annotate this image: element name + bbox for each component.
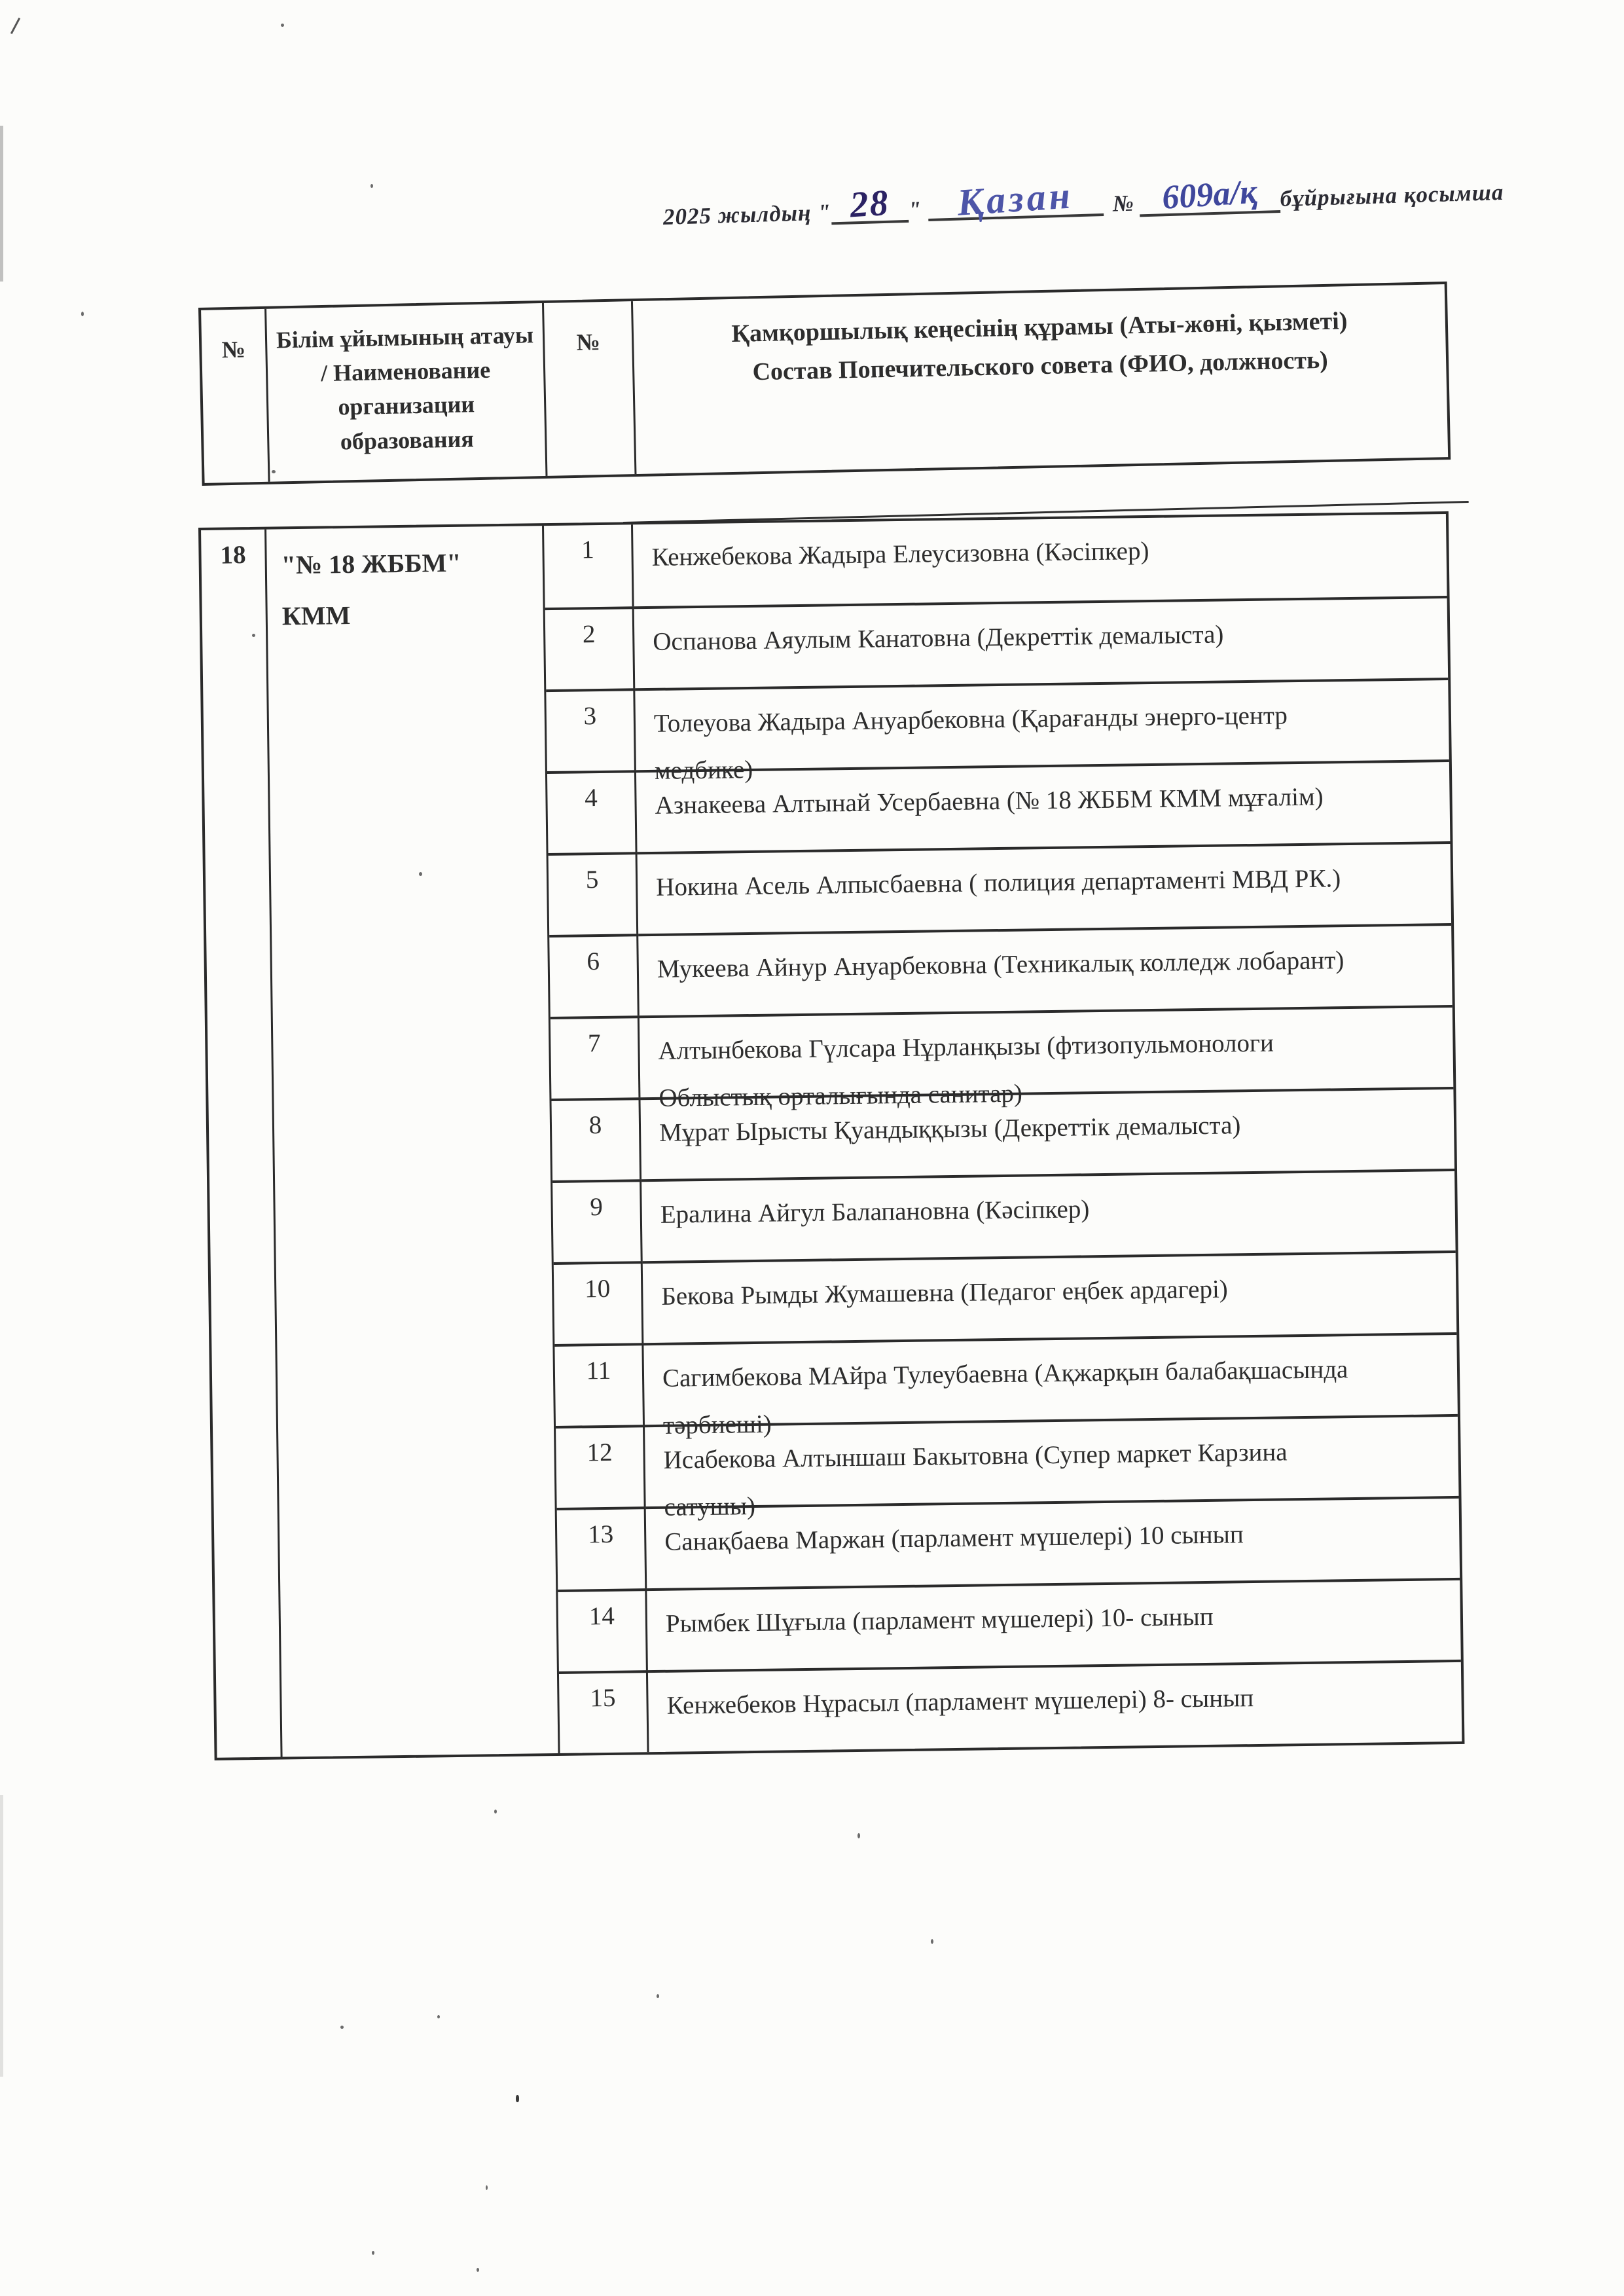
member-number-cell: 3 [546, 688, 636, 771]
member-name-cell: Мукеева Айнур Ануарбековна (Техникалық колледж лобарант) [638, 923, 1453, 1015]
header-col-number-left: № [201, 309, 270, 483]
scan-speck [340, 2026, 344, 2029]
member-number-cell: 1 [544, 524, 634, 608]
member-number-cell: 15 [559, 1670, 649, 1753]
note-number-sign: № [1112, 190, 1135, 217]
scan-speck [81, 312, 84, 316]
member-number-cell: 8 [551, 1097, 641, 1180]
member-name-cell: Толеуова Жадыра Ануарбековна (Қарағанды энерго-центр медбике) [635, 678, 1449, 770]
order-reference-note [662, 169, 1553, 231]
scan-speck [486, 2185, 488, 2190]
member-name-cell: Бекова Рымды Жумашевна (Педагог еңбек ардагері) [643, 1250, 1457, 1343]
day-blank-underline [831, 182, 909, 226]
scan-speck [437, 2015, 440, 2018]
member-name-cell: Оспанова Аяулым Канатовна (Декреттік демалыста) [634, 596, 1449, 688]
scan-speck [931, 1939, 933, 1944]
member-number-cell: 9 [552, 1179, 643, 1262]
scan-edge-streak [0, 1795, 3, 2077]
member-name-cell: Мұрат Ырысты Қуандыққызы (Декреттік демалыста) [640, 1087, 1454, 1179]
note-suffix: бұйрығына қосымша [1280, 179, 1504, 211]
org-name-cell [266, 526, 560, 1757]
member-number-cell: 13 [557, 1506, 647, 1590]
scan-speck [281, 24, 284, 27]
note-close-quote: " [907, 196, 922, 223]
member-name-cell: Нокина Асель Алпысбаевна ( полиция департаменті МВД РК.) [638, 841, 1452, 934]
member-number-cell: 6 [549, 934, 640, 1017]
header-col-organization: Білім ұйымының атауы / Наименование организации образования [266, 303, 547, 482]
member-name-cell: Ералина Айгул Балапановна (Кәсіпкер) [641, 1169, 1456, 1261]
member-number-cell: 4 [547, 770, 638, 853]
member-number-cell: 10 [554, 1261, 644, 1344]
order-number-blank-underline [1139, 173, 1280, 217]
member-number-cell: 12 [556, 1425, 646, 1508]
scan-speck [657, 1994, 659, 1998]
header-table [198, 282, 1451, 486]
header-council-ru: Состав Попечительского совета (ФИО, должность) [752, 346, 1329, 386]
scan-speck [370, 184, 373, 188]
month-blank-underline [928, 173, 1104, 224]
member-name-cell: Азнакеева Алтынай Усербаевна (№ 18 ЖББМ КММ мұғалім) [636, 759, 1451, 852]
header-col-number-mid: № [544, 301, 636, 476]
member-name-cell: Исабекова Алтыншаш Бакытовна (Супер маркет Карзина сатушы) [645, 1414, 1459, 1506]
scan-speck [477, 2268, 479, 2272]
handwritten-month: Қазан [956, 173, 1075, 224]
header-col-council-members [633, 284, 1448, 474]
member-number-cell: 14 [558, 1588, 648, 1671]
org-name-line1: "№ 18 ЖББМ" [281, 547, 461, 580]
member-number-cell: 2 [545, 606, 636, 689]
org-name-line2: КММ [281, 600, 351, 631]
scan-speck [372, 2251, 374, 2255]
member-number-cell: 11 [554, 1343, 645, 1426]
council-members-table [198, 511, 1464, 1760]
scan-speck [494, 1810, 497, 1813]
member-number-cell: 5 [549, 852, 639, 935]
handwritten-day: 28 [848, 182, 891, 226]
org-number-cell: 18 [201, 530, 283, 1758]
member-number-cell: 7 [550, 1015, 641, 1099]
note-prefix: 2025 жылдың " [662, 199, 832, 230]
scan-speck [516, 2095, 519, 2102]
scan-corner-mark [10, 18, 20, 34]
member-name-cell: Алтынбекова Гүлсара Нұрланқызы (фтизопульмонологи Облыстық орталығында санитар) [640, 1005, 1454, 1097]
member-name-cell: Сагимбекова МАйра Тулеубаевна (Ақжарқын балабақшасында тәрбиеші) [643, 1332, 1458, 1425]
handwritten-order-number: 609а/қ [1161, 173, 1258, 217]
member-name-cell: Кенжебеков Нұрасыл (парламент мүшелері) 8- сынып [648, 1660, 1462, 1752]
scan-edge-streak [0, 126, 3, 282]
header-council-kk: Қамқоршылық кеңесінің құрамы (Аты-жөні, қызметі) [731, 307, 1348, 348]
member-name-cell: Санақбаева Маржан (парламент мүшелері) 10 сынып [646, 1496, 1460, 1588]
member-name-cell: Кенжебекова Жадыра Елеусизовна (Кәсіпкер) [651, 536, 1149, 572]
scan-speck [857, 1833, 860, 1838]
member-name-cell: Рымбек Шұғыла (парламент мүшелері) 10- сынып [647, 1578, 1461, 1670]
